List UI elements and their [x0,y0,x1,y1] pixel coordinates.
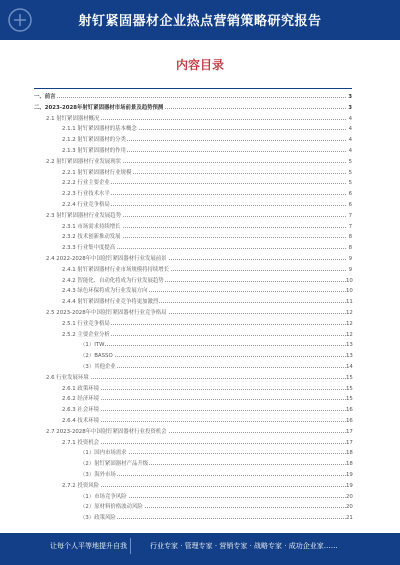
footer-divider [130,538,131,554]
toc-entry-label: 2.2.2 行业主要企业 [62,180,110,187]
footer-slogan: 让每个人平等地提升自我 [50,542,127,550]
toc-entry-page: 7 [346,223,352,231]
toc-entry-page: 20 [346,493,353,500]
toc-entry-label: 2.5.2 主要企业分析 [62,331,110,338]
toc-entry-label: 2.1.1 射钉紧固器材的基本概念 [62,126,137,133]
toc-entry[interactable] [34,266,352,274]
toc-entry[interactable] [34,179,352,187]
toc-entry[interactable] [34,493,352,501]
toc-entry-label: 2.3.2 技术创新推动发展 [62,234,121,241]
toc-entry-page: 14 [346,364,353,370]
toc-entry[interactable] [34,514,352,522]
toc-entry[interactable] [34,471,352,479]
toc-entry-page: 18 [346,450,353,457]
toc-entry[interactable] [34,374,352,382]
toc-heading: 内容目录 [175,58,224,72]
toc-entry-page: 4 [346,147,352,155]
toc-entry[interactable] [34,406,352,414]
toc-entry[interactable] [34,223,352,231]
toc-entry-label: （1）ITW [80,342,105,349]
toc-entry[interactable] [34,277,352,285]
toc-entry-page: 8 [346,244,352,252]
toc-entry[interactable] [34,287,352,295]
toc-leader-dots [62,389,346,390]
toc-entry-label: 2.2.1 射钉紧固器材行业规模 [62,169,132,176]
toc-entry[interactable] [34,417,352,425]
toc-entry[interactable] [34,460,352,468]
footer-expert-list: 行业专家 · 管理专家 · 营销专家 · 战略专家 · 成功企业家…… [150,542,338,550]
toc-entry-label: 2.6.2 经济环境 [62,396,99,403]
toc-entry[interactable] [34,439,352,447]
toc-entry-label: （3）其他企业 [80,364,116,370]
toc-entry-label: 2.4.4 射钉紧固器材行业竞争将更加激烈 [62,299,159,306]
toc-leader-dots [62,421,346,422]
toc-entry-page: 13 [346,353,353,360]
toc-entry-page: 13 [346,342,353,349]
toc-entry[interactable] [34,298,352,306]
toc-entry-page: 9 [346,255,352,263]
toc-entry-label: 2.2.4 行业竞争格局 [62,202,110,208]
toc-entry-label: （2）BASSO [80,353,113,360]
toc-entry[interactable] [34,115,352,123]
toc-entry-label: （3）政策风险 [80,515,116,522]
toc-entry-page: 4 [346,115,352,123]
toc-entry-label: 2.1.3 射钉紧固器材的作用 [62,148,126,154]
toc-entry-label: （2）射钉紧固器材产品升级 [80,461,149,468]
toc-entry[interactable] [34,255,352,263]
report-title: 射钉紧固器材企业热点营销策略研究报告 [78,14,322,29]
toc-entry[interactable] [34,93,352,101]
toc-entry-page: 19 [346,482,353,489]
toc-entry[interactable] [34,147,352,155]
toc-entry[interactable] [34,395,352,403]
toc-entry-page: 5 [346,158,352,166]
toc-entry-label: 2.1 射钉紧固器材概况 [46,115,100,122]
toc-entry-page: 15 [346,396,353,403]
toc-entry[interactable] [34,428,352,436]
toc-entry-page: 8 [346,233,352,241]
toc-entry[interactable] [34,169,352,177]
toc-entry-page: 15 [346,374,353,381]
toc-entry[interactable] [34,352,352,360]
toc-entry[interactable] [34,212,352,220]
toc-entry-label: 2.4.2 智能化、自动化将成为行业发展趋势 [62,277,164,284]
toc-entry[interactable] [34,125,352,133]
toc-entry-label: 2.7 2023-2028年中国射钉紧固器材行业投资机会 [46,428,167,435]
toc-leader-dots [62,486,346,487]
toc-entry-page: 16 [346,407,353,414]
toc-entry-page: 5 [346,179,352,187]
toc-entry[interactable] [34,244,352,252]
toc-entry-page: 16 [346,418,353,424]
toc-entry-label: 2.4.1 射钉紧固器材行业市场规模将持续增长 [62,266,170,273]
toc-entry[interactable] [34,341,352,349]
toc-entry-page: 18 [346,461,353,468]
report-header [0,0,400,40]
toc-entry-page: 15 [346,385,353,392]
toc-entry-page: 6 [346,201,352,209]
toc-entry-page: 4 [346,125,352,133]
toc-leader-dots [80,356,346,357]
toc-entry-label: 2.6.3 社会环境 [62,407,99,414]
toc-entry-label: （1）市场竞争风险 [80,493,127,500]
toc-entry[interactable] [34,363,352,371]
toc-entry-page: 17 [346,439,353,446]
toc-leader-dots [80,518,346,519]
toc-entry-label: 2.3.1 市场需求持续增长 [62,223,121,230]
toc-entry-page: 12 [346,320,353,327]
toc-entry-page: 5 [346,169,352,177]
toc-entry-label: （2）原材料价格波动风险 [80,504,143,511]
toc-entry-label: 2.6 行业发展环境 [46,374,89,381]
toc-entry-label: （3）海外市场 [80,472,116,478]
toc-leader-dots [80,475,346,476]
toc-entry[interactable] [34,503,352,511]
toc-entry-label: 2.1.2 射钉紧固器材的分类 [62,137,126,144]
toc-entry-page: 10 [346,288,353,295]
toc-leader-dots [34,97,346,98]
toc-entry-label: 2.6.1 政策环境 [62,385,99,392]
toc-entry[interactable] [34,385,352,393]
toc-entry-page: 21 [346,515,353,522]
toc-entry-label: 2.5 2023-2028年中国射钉紧固器材行业竞争格局 [46,310,167,316]
toc-entry-page: 19 [346,472,353,478]
toc-divider [34,88,352,89]
toc-entry-page: 17 [346,428,353,435]
toc-entry-label: 2.7.2 投资风险 [62,482,99,489]
toc-entry-page: 12 [346,331,353,338]
toc-entry-page: 20 [346,504,353,511]
toc-leader-dots [46,378,346,379]
toc-entry[interactable] [34,104,352,112]
toc-entry-label: 2.4 2022-2028年中国射钉紧固器材行业发展前景 [46,256,167,262]
toc-entry-label: 2.3.3 行业集中度提高 [62,245,116,252]
toc-entry[interactable] [34,331,352,339]
toc-leader-dots [62,399,346,400]
toc-entry-page: 6 [346,190,352,198]
toc-entry[interactable] [34,449,352,457]
toc-entry-label: 2.6.4 技术环境 [62,418,99,424]
toc-entry-label: 一、前言 [34,94,56,100]
toc-entry-page: 3 [346,93,352,101]
toc-entry-label: 2.4.3 绿色环保将成为行业发展方向 [62,288,148,295]
toc-entry[interactable] [34,136,352,144]
toc-entry-page: 9 [346,266,352,274]
toc-entry[interactable] [34,190,352,198]
toc-entry-label: （1）国内市场需求 [80,450,127,457]
toc-leader-dots [62,443,346,444]
toc-entry[interactable] [34,309,352,317]
toc-entry-label: 2.5.1 行业竞争格局 [62,320,110,327]
toc-entry-label: 2.2.3 行业技术水平 [62,191,110,198]
toc-entry-page: 4 [346,136,352,144]
toc-leader-dots [80,345,346,346]
toc-entry-page: 3 [346,104,352,112]
toc-entry-label: 2.7.1 投资机会 [62,439,99,446]
toc-entry[interactable] [34,233,352,241]
toc-entry[interactable] [34,201,352,209]
toc-leader-dots [62,410,346,411]
toc-entry-label: 2.3 射钉紧固器材行业发展趋势 [46,212,121,219]
toc-entry-page: 10 [346,277,353,284]
toc-entry-page: 12 [346,310,353,316]
toc-entry-page: 7 [346,212,352,220]
toc-entry[interactable] [34,158,352,166]
toc-entry[interactable] [34,482,352,490]
toc-leader-dots [80,367,346,368]
toc-entry-page: 11 [346,299,353,306]
toc-entry-label: 二、2023-2028年射钉紧固器材市场前景及趋势预测 [34,104,164,111]
toc-entry[interactable] [34,320,352,328]
toc-entry-label: 2.2 射钉紧固器材行业发展现状 [46,158,121,165]
